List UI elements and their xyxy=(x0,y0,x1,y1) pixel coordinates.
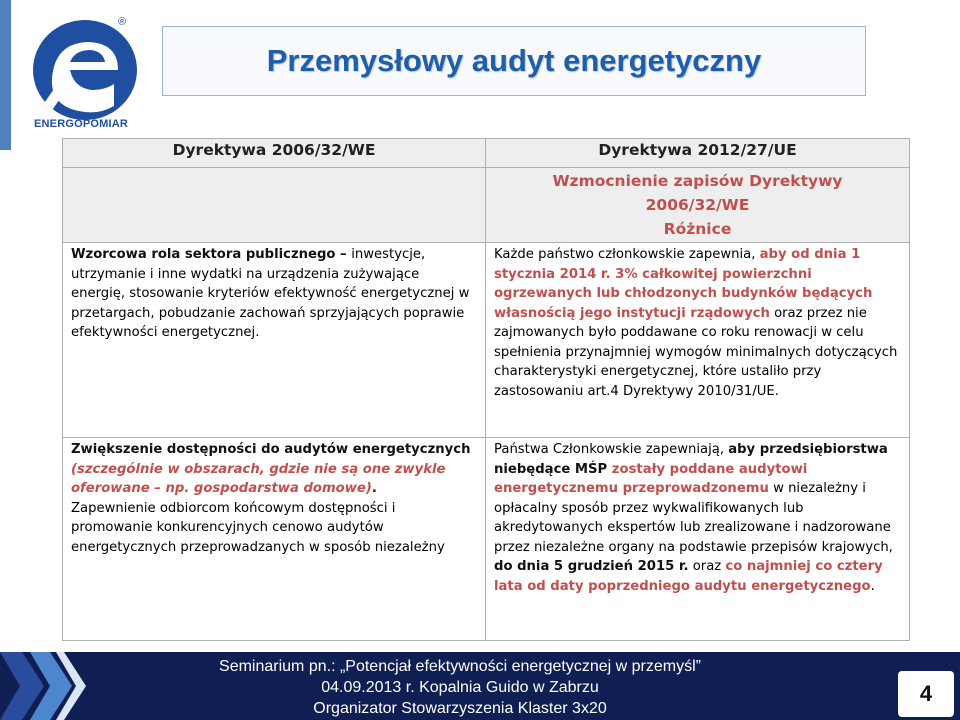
cell-text-run: inwestycje, utrzymanie i inne wydatki na urządzenia zużywające energię, stosowanie kryteriów efektywność energetycznej w przetargach, pobudzanie zachowań sprzyjających poprawie efektywności energetycznej. xyxy=(71,247,470,340)
directive-comparison-table xyxy=(62,138,910,641)
footer-organizer: Organizator Stowarzyszenia Klaster 3x20 xyxy=(313,700,607,717)
footer-date-location: 04.09.2013 r. Kopalnia Guido w Zabrzu xyxy=(321,679,599,696)
cell-text-run: co najmniej co cztery lata od daty poprzedniego audytu energetycznego xyxy=(494,559,883,594)
subheader-line: Różnice xyxy=(663,220,732,238)
cell-audit-access-2006 xyxy=(63,438,486,641)
cell-text-run: . xyxy=(371,481,377,496)
footer-text xyxy=(180,656,740,719)
registered-mark: ® xyxy=(118,16,127,28)
page-number: 4 xyxy=(898,671,954,717)
table-row xyxy=(63,438,910,641)
header-cell-2006: Dyrektywa 2006/32/WE xyxy=(63,139,486,168)
cell-text-run: Każde państwo członkowskie zapewnia, xyxy=(494,247,760,262)
subheader-line: Wzmocnienie zapisów Dyrektywy xyxy=(552,172,843,190)
cell-text-run: Zapewnienie odbiorcom końcowym dostępności i promowanie konkurencyjnych cenowo audytów energetycznych przeprowadzanych w sposób niezależny xyxy=(71,500,445,555)
cell-public-sector-2012 xyxy=(486,243,910,438)
cell-text-run: . xyxy=(870,578,875,594)
cell-text-run: (szczególnie w obszarach, gdzie nie są one zwykle oferowane – np. gospodarstwa domowe) xyxy=(71,461,446,496)
footer-bar xyxy=(0,652,960,720)
cell-text-run: do dnia 5 grudzień 2015 r. xyxy=(494,559,689,574)
footer-seminar-title: Seminarium pn.: „Potencjał efektywności energetycznej w przemyśl” xyxy=(219,658,701,675)
title-box xyxy=(162,26,866,96)
left-accent-bar xyxy=(0,0,11,150)
subheader-line: 2006/32/WE xyxy=(645,196,750,214)
cell-text-run: aby przedsiębiorstwa niebędące MŚP xyxy=(494,442,888,477)
cell-text-run: Wzorcowa rola sektora publicznego – xyxy=(71,247,352,262)
cell-text-run: w niezależny i opłacalny sposób przez wykwalifikowanych lub akredytowanych ekspertów lub zrealizowane i nadzorowane przez niezależne organy na podstawie przepisów krajowych, xyxy=(494,481,893,555)
cell-audit-access-2012 xyxy=(486,438,910,641)
subheader-empty-cell xyxy=(63,168,486,243)
cell-text-run: oraz xyxy=(688,559,726,574)
table-row xyxy=(63,243,910,438)
cell-text-run: aby od dnia 1 stycznia 2014 r. 3% całkowitej powierzchni ogrzewanych lub chłodzonych budynków będących własnością jego instytucji rządowych xyxy=(494,247,873,321)
cell-public-sector-2006 xyxy=(63,243,486,438)
cell-text-run: oraz przez nie zajmowanych było poddawane co roku renowacji w celu spełnienia przynajmniej wymogów minimalnych dotyczących charakterystyki energetycznej, które ustaliło przy zastosowaniu art.4 Dyrektywy 2010/31/UE. xyxy=(494,305,898,399)
energopomiar-logo xyxy=(30,18,140,133)
table-subheader-row xyxy=(63,168,910,243)
header-cell-2012: Dyrektywa 2012/27/UE xyxy=(486,139,910,168)
table-header-row xyxy=(63,139,910,168)
logo-wordmark: ENERGOPOMIAR xyxy=(34,118,129,130)
footer-chevron-decoration xyxy=(0,652,90,720)
cell-text-run: Zwiększenie dostępności do audytów energetycznych xyxy=(71,442,471,457)
slide-title: Przemysłowy audyt energetyczny xyxy=(266,43,762,78)
cell-text-run: Państwa Członkowskie zapewniają, xyxy=(494,442,729,457)
subheader-cell xyxy=(486,168,910,243)
cell-text-run: zostały poddane audytowi energetycznemu przeprowadzonemu xyxy=(494,461,808,496)
